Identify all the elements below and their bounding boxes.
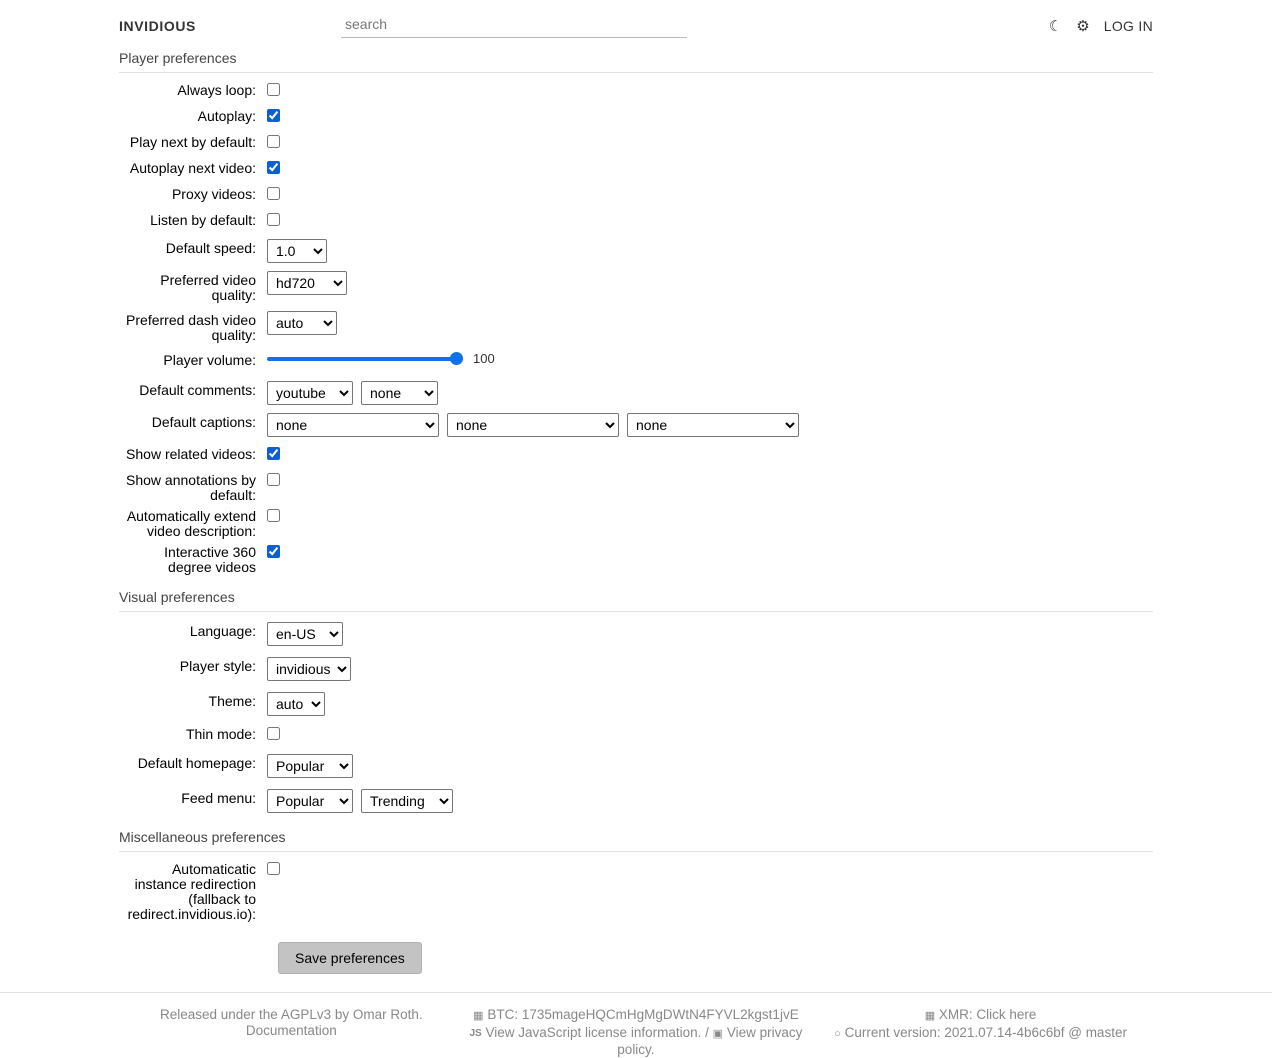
label-theme: Theme: xyxy=(208,693,256,709)
monero-icon: ▦ xyxy=(473,1010,484,1022)
checkbox-show-annotations[interactable] xyxy=(267,473,280,486)
checkbox-thin-mode[interactable] xyxy=(267,727,280,740)
pref-row-always-loop xyxy=(119,81,1153,103)
search-container xyxy=(341,14,687,38)
pref-row-theme xyxy=(119,692,1153,716)
pref-row-proxy-videos xyxy=(119,185,1153,207)
pref-row-player-volume xyxy=(119,351,1153,373)
label-autoplay: Autoplay: xyxy=(197,108,256,124)
select-feed-menu-1[interactable] xyxy=(267,789,353,813)
pref-row-auto-redirect xyxy=(119,860,1153,922)
pref-row-preferred-quality xyxy=(119,271,1153,303)
label-listen-default: Listen by default: xyxy=(150,212,256,228)
pref-row-preferred-dash-quality xyxy=(119,311,1153,343)
section-heading-visual: Visual preferences xyxy=(119,587,1153,612)
page-footer xyxy=(0,992,1272,1058)
pref-row-listen-default xyxy=(119,211,1153,233)
select-default-captions-2[interactable] xyxy=(447,413,619,437)
select-feed-menu-2[interactable] xyxy=(361,789,453,813)
pref-row-show-related xyxy=(119,445,1153,467)
pref-row-default-speed xyxy=(119,239,1153,263)
login-link[interactable]: LOG IN xyxy=(1103,18,1153,34)
checkbox-always-loop[interactable] xyxy=(267,83,280,96)
label-player-volume: Player volume: xyxy=(163,352,256,368)
footer-left xyxy=(119,1007,464,1058)
label-player-style: Player style: xyxy=(179,658,256,674)
label-language: Language: xyxy=(189,623,256,639)
pref-row-interactive-360 xyxy=(119,543,1153,575)
checkbox-play-next[interactable] xyxy=(267,135,280,148)
pref-row-default-homepage xyxy=(119,754,1153,778)
label-default-speed: Default speed: xyxy=(165,240,256,256)
github-icon: ○ xyxy=(834,1028,841,1040)
pref-row-extend-description xyxy=(119,507,1153,539)
pref-row-autoplay-next xyxy=(119,159,1153,181)
brand-logo[interactable]: INVIDIOUS xyxy=(119,18,196,34)
select-default-captions-3[interactable] xyxy=(627,413,799,437)
pref-row-show-annotations xyxy=(119,471,1153,503)
select-default-comments-2[interactable] xyxy=(361,381,438,405)
checkbox-interactive-360[interactable] xyxy=(267,545,280,558)
select-preferred-quality[interactable] xyxy=(267,271,347,295)
label-default-comments: Default comments: xyxy=(139,382,256,398)
label-show-related: Show related videos: xyxy=(126,446,256,462)
footer-license-text: Released under the AGPLv3 by Omar Roth. xyxy=(159,1007,423,1022)
book-icon: ▣ xyxy=(712,1028,724,1040)
label-interactive-360: Interactive 360 degree videos xyxy=(164,544,256,575)
footer-separator: / xyxy=(705,1025,709,1040)
label-default-captions: Default captions: xyxy=(151,414,256,430)
save-preferences-button[interactable]: Save preferences xyxy=(278,942,422,974)
footer-version-link[interactable]: Current version: 2021.07.14-4b6c6bf @ master xyxy=(844,1025,1127,1040)
footer-xmr-label: XMR: xyxy=(938,1007,973,1022)
label-proxy-videos: Proxy videos: xyxy=(171,186,256,202)
select-theme[interactable] xyxy=(267,692,325,716)
label-preferred-dash-quality: Preferred dash video quality: xyxy=(126,312,256,343)
search-input[interactable] xyxy=(341,14,687,38)
footer-privacy-link[interactable]: View privacy policy. xyxy=(617,1025,803,1057)
pref-row-autoplay xyxy=(119,107,1153,129)
pref-row-thin-mode xyxy=(119,725,1153,747)
footer-js-license-link[interactable]: View JavaScript license information. xyxy=(485,1025,702,1040)
footer-center xyxy=(464,1007,809,1058)
pref-row-feed-menu xyxy=(119,789,1153,813)
pref-row-default-comments xyxy=(119,381,1153,405)
pref-row-default-captions xyxy=(119,413,1153,437)
label-always-loop: Always loop: xyxy=(177,82,256,98)
label-feed-menu: Feed menu: xyxy=(181,790,256,806)
js-badge: JS xyxy=(469,1028,482,1039)
select-preferred-dash-quality[interactable] xyxy=(267,311,337,335)
preferences-form xyxy=(0,48,1272,974)
label-default-homepage: Default homepage: xyxy=(137,755,256,771)
label-preferred-quality: Preferred video quality: xyxy=(160,272,256,303)
select-default-comments-1[interactable] xyxy=(267,381,353,405)
checkbox-autoplay-next[interactable] xyxy=(267,161,280,174)
label-show-annotations: Show annotations by default: xyxy=(126,472,256,503)
checkbox-proxy-videos[interactable] xyxy=(267,187,280,200)
select-language[interactable] xyxy=(267,622,343,646)
pref-row-player-style xyxy=(119,657,1153,681)
label-thin-mode: Thin mode: xyxy=(185,726,256,742)
footer-btc-link[interactable]: BTC: 1735mageHQCmHgMgDWtN4FYVL2kgst1jvE xyxy=(487,1007,799,1022)
label-extend-description: Automatically extend video description: xyxy=(126,508,256,539)
checkbox-auto-redirect[interactable] xyxy=(267,862,280,875)
player-volume-value: 100 xyxy=(473,351,495,366)
save-row xyxy=(119,942,1153,974)
gear-icon[interactable]: ⚙ xyxy=(1076,17,1090,35)
label-autoplay-next: Autoplay next video: xyxy=(129,160,256,176)
footer-documentation-link[interactable]: Documentation xyxy=(245,1023,337,1038)
pref-row-language xyxy=(119,622,1153,646)
moon-icon[interactable]: ☾ xyxy=(1048,17,1063,35)
section-heading-misc: Miscellaneous preferences xyxy=(119,827,1153,852)
section-heading-player: Player preferences xyxy=(119,48,1153,73)
checkbox-show-related[interactable] xyxy=(267,447,280,460)
select-player-style[interactable] xyxy=(267,657,351,681)
navbar-actions xyxy=(1049,18,1272,34)
select-default-captions-1[interactable] xyxy=(267,413,439,437)
select-default-homepage[interactable] xyxy=(267,754,353,778)
checkbox-listen-default[interactable] xyxy=(267,213,280,226)
checkbox-extend-description[interactable] xyxy=(267,509,280,522)
pref-row-play-next xyxy=(119,133,1153,155)
label-auto-redirect: Automaticatic instance redirection (fallback to redirect.invidious.io): xyxy=(127,861,256,922)
select-default-speed[interactable] xyxy=(267,239,327,263)
top-navbar xyxy=(0,0,1272,48)
checkbox-autoplay[interactable] xyxy=(267,109,280,122)
footer-right xyxy=(808,1007,1153,1058)
footer-xmr-link[interactable]: Click here xyxy=(976,1007,1037,1022)
monero-icon: ▦ xyxy=(924,1010,936,1022)
label-play-next: Play next by default: xyxy=(129,134,256,150)
slider-player-volume[interactable] xyxy=(267,352,463,366)
